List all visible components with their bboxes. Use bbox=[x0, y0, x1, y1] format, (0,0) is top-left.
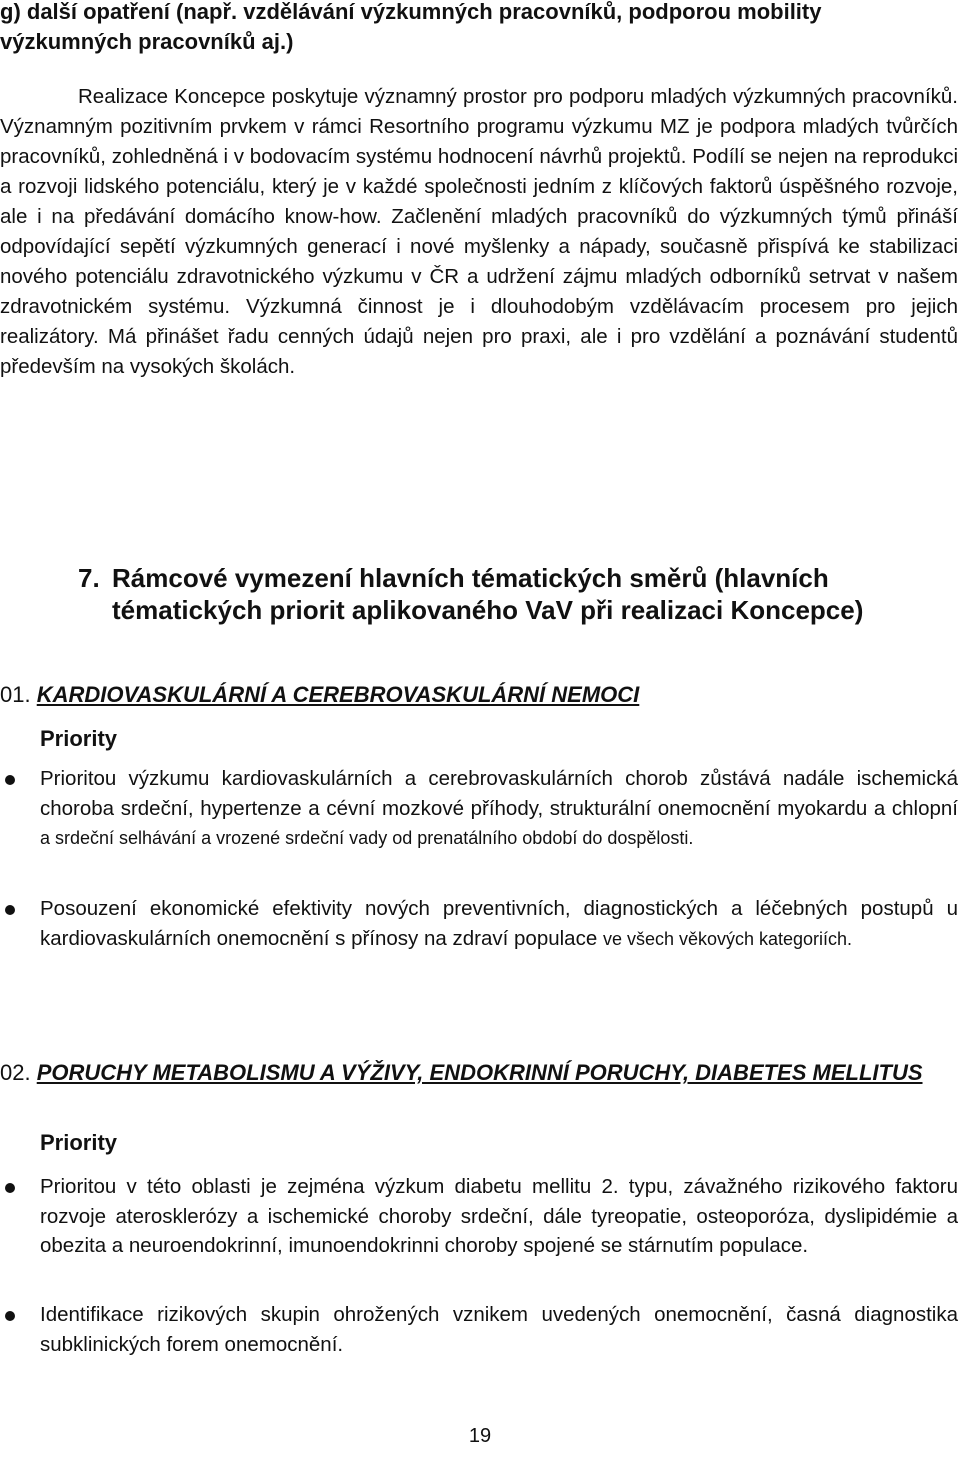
section-title: PORUCHY METABOLISMU A VÝŽIVY, ENDOKRINNÍ PORUCHY, DIABETES MELLITUS bbox=[36, 1060, 923, 1085]
section-heading-01 bbox=[0, 680, 958, 710]
bullet-tail-text: a srdeční selhávání a vrozené srdeční vady od prenatálního období do dospělosti. bbox=[40, 828, 694, 848]
list-item bbox=[0, 1300, 960, 1364]
list-item bbox=[0, 764, 960, 884]
bullet-text bbox=[40, 894, 958, 954]
bullet-main-text: Identifikace rizikových skupin ohrožených vznikem uvedených onemocnění, časná diagnostika subklinických forem onemocnění. bbox=[40, 1303, 958, 1356]
chapter-number: 7. bbox=[78, 563, 100, 593]
priority-label: Priority bbox=[40, 726, 118, 751]
section-heading-02 bbox=[0, 1058, 958, 1088]
intro-paragraph: Realizace Koncepce poskytuje významný prostor pro podporu mladých výzkumných pracovníků. Významným pozitivním prvkem v rámci Resortního programu výzkumu MZ je podpora mladých tvůrčích pracovníků, zohledněná i v bodovacím systému hodnocení návrhů projektů. Podílí se nejen na reprodukci a rozvoji lidského potenciálu, který je v každé společnosti jedním z klíčových faktorů úspěšného rozvoje, ale i na předávání domácího know-how. Začlenění mladých pracovníků do výzkumných týmů přináší odpovídající sepětí výzkumných generací i nové myšlenky a nápady, současně přispívá ke stabilizaci nového potenciálu zdravotnického výzkumu v ČR a udržení zájmu mladých odborníků setrvat v našem zdravotnickém systému. Výzkumná činnost je i dlouhodobým vzdělávacím procesem pro jejich realizátory. Má přinášet řadu cenných údajů nejen pro praxi, ale i pro vzdělání a poznávání studentů především na vysokých školách. bbox=[0, 85, 958, 378]
bullet-main-text: Prioritou výzkumu kardiovaskulárních a cerebrovaskulárních chorob zůstává nadále ischemická choroba srdeční, hypertenze a cévní mozkové příhody, strukturální onemocnění myokardu a chlopní bbox=[40, 767, 958, 820]
bullet-main-text: Prioritou v této oblasti je zejména výzkum diabetu mellitu 2. typu, závažného rizikového faktoru rozvoje aterosklerózy a ischemické choroby srdeční, dále tyreopatie, osteoporóza, dyslipidémie a obezita a neuroendokrinní, imunoendokrinni choroby spojené se stárnutím populace. bbox=[40, 1175, 958, 1257]
bullet-icon bbox=[5, 905, 15, 915]
bullet-icon bbox=[5, 775, 15, 785]
bullet-text bbox=[40, 1172, 958, 1261]
bullet-tail-text: ve všech věkových kategoriích. bbox=[602, 928, 853, 949]
section-title: KARDIOVASKULÁRNÍ A CEREBROVASKULÁRNÍ NEMOCI bbox=[36, 682, 640, 707]
page-number: 19 bbox=[468, 1425, 492, 1447]
section-number: 02. bbox=[0, 1060, 31, 1085]
bullet-text bbox=[40, 1300, 958, 1359]
bullet-icon bbox=[5, 1311, 15, 1321]
list-item bbox=[0, 894, 960, 984]
intro-heading: g) další opatření (např. vzdělávání výzkumných pracovníků, podporou mobility výzkumných pracovníků aj.) bbox=[0, 0, 822, 54]
list-item bbox=[0, 1172, 960, 1292]
bullet-main-text: Posouzení ekonomické efektivity nových preventivních, diagnostických a léčebných postupů u kardiovaskulárních onemocnění s přínosy na zdraví populace bbox=[40, 897, 958, 950]
bullet-text bbox=[40, 764, 958, 854]
section-number: 01. bbox=[0, 682, 31, 707]
priority-label: Priority bbox=[40, 1130, 118, 1155]
bullet-icon bbox=[5, 1183, 15, 1193]
chapter-title: Rámcové vymezení hlavních tématických směrů (hlavních tématických priorit aplikovaného VaV při realizaci Koncepce) bbox=[112, 563, 864, 625]
